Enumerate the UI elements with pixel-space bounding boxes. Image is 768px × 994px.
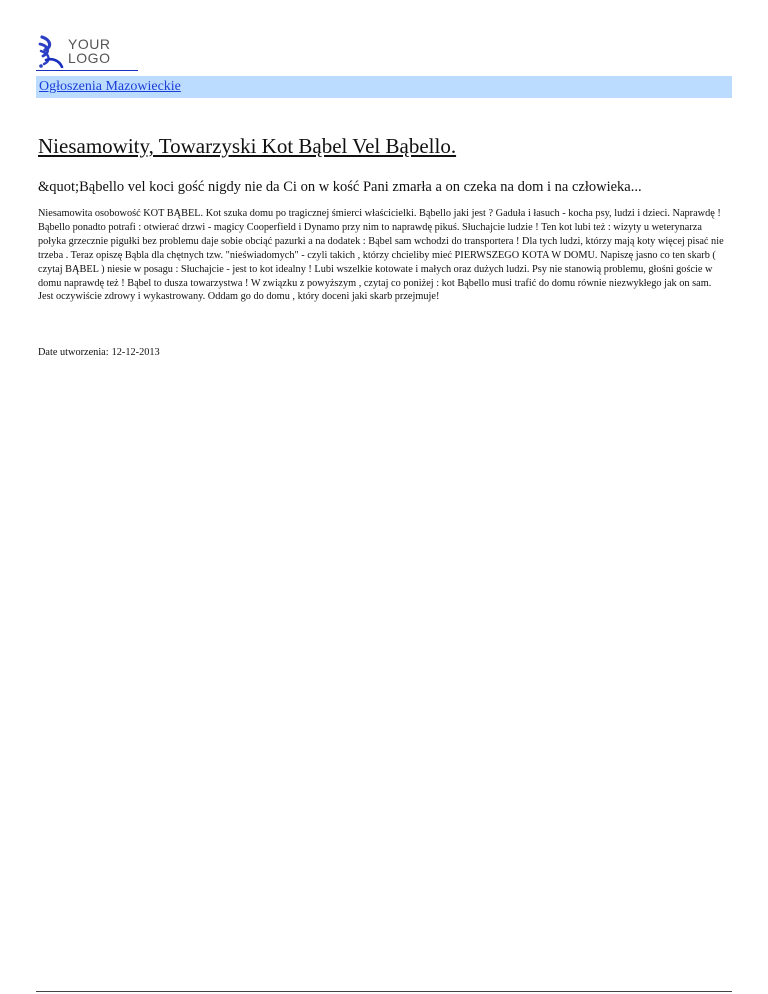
logo-text [68, 37, 110, 65]
footer-divider [36, 991, 732, 992]
logo-line-2: LOGO [68, 50, 111, 66]
logo-line-1: YOUR [68, 36, 111, 52]
listing-subtitle: &quot;Bąbello vel koci gość nigdy nie da Ci on w kość Pani zmarła a on czeka na dom i na człowieka... [38, 179, 642, 195]
category-link[interactable]: Ogłoszenia Mazowieckie [39, 79, 181, 94]
date-label: Date utworzenia: [38, 347, 109, 358]
listing-description: Niesamowita osobowość KOT BĄBEL. Kot szuka domu po tragicznej śmierci właścicielki. Bąbello jaki jest ? Gaduła i łasuch - kocha psy, ludzi i dzieci. Naprawdę ! Bąbello ponadto potrafi : otwierać drzwi - magicy Cooperfield i Dynamo przy nim to naprawdę pikuś. Słuchajcie ludzie ! Ten kot lubi też : wizyty u weterynarza połyka grzecznie pigułki bez problemu daje sobie obciąć pazurki a na dodatek : Bąbel sam wchodzi do transportera ! Dla tych ludzi, którzy mają koty więcej pisać nie trzeba . Teraz opiszę Bąbla dla chętnych tzw. "nieświadomych" - czyli takich , którzy chcieliby mieć PIERWSZEGO KOTA W DOMU. Napiszę jasno co ten skarb ( czytaj BĄBEL ) niesie w posagu : Słuchajcie - jest to kot idealny ! Lubi wszelkie kotowate i małych oraz dużych ludzi. Psy nie stanowią problemu, głośni goście w domu naprawdę też ! Bąbel to dusza towarzystwa ! W związku z powyższym , czytaj co poniżej : kot Bąbello musi trafić do domu równie niezwykłego jak on sam. Jest oczywiście zdrowy i wykastrowany. Oddam go do domu , który doceni jaki skarb przejmuje! [38, 208, 724, 303]
logo-link[interactable] [36, 34, 138, 71]
creation-date [38, 346, 160, 360]
logo-swirl-icon [36, 34, 64, 68]
listing-title: Niesamowity, Towarzyski Kot Bąbel Vel Bąbello. [38, 134, 457, 158]
date-value: 12-12-2013 [111, 347, 160, 358]
category-bar [36, 76, 732, 98]
